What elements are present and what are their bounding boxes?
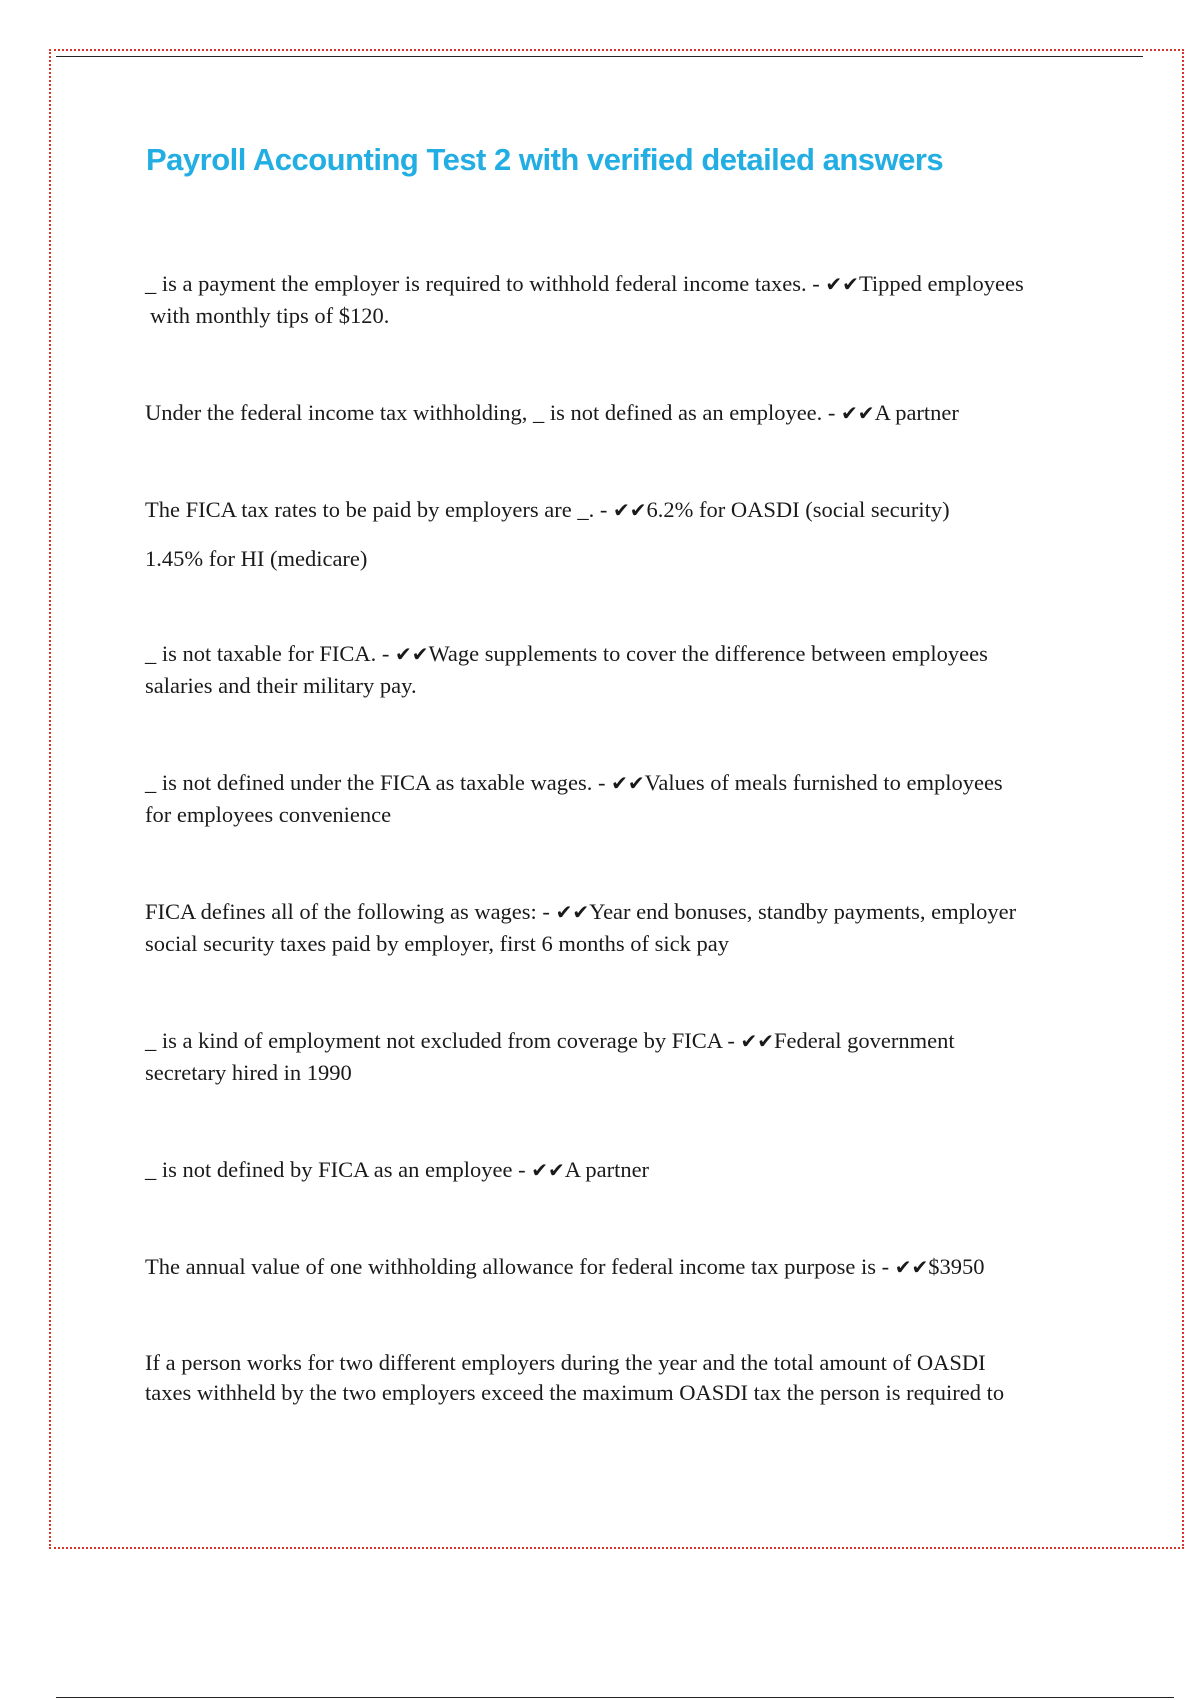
question-text: _ is a payment the employer is required to withhold federal income taxes. - [145, 271, 826, 296]
answer-text: Values of meals furnished to employees [644, 770, 1003, 795]
header-rule [56, 56, 1143, 57]
answer-continuation: social security taxes paid by employer, first 6 months of sick pay [145, 931, 729, 956]
answer-text: A partner [874, 400, 959, 425]
qa-line [145, 397, 959, 429]
answer-text: Year end bonuses, standby payments, employer [589, 899, 1017, 924]
question-text: _ is not defined under the FICA as taxable wages. - [145, 770, 612, 795]
answer-continuation: with monthly tips of $120. [150, 303, 390, 328]
qa-line [145, 1025, 955, 1057]
qa-line [145, 1154, 649, 1186]
answer-extra-line: 1.45% for HI (medicare) [145, 546, 368, 571]
checkmark-icon: ✔✔ [555, 900, 590, 924]
question-text: _ is a kind of employment not excluded from coverage by FICA - [145, 1028, 741, 1053]
question-text: _ is not defined by FICA as an employee - [145, 1157, 532, 1182]
answer-text: 6.2% for OASDI (social security) [646, 497, 950, 522]
answer-text: A partner [564, 1157, 650, 1182]
checkmark-icon: ✔✔ [841, 401, 875, 425]
answer-continuation: for employees convenience [145, 802, 392, 827]
qa-line [145, 268, 1024, 300]
checkmark-icon: ✔✔ [613, 498, 647, 522]
question-text: If a person works for two different employers during the year and the total amount of OASDI [145, 1350, 986, 1375]
qa-item [145, 1348, 1004, 1408]
question-text: FICA defines all of the following as wages: - [145, 899, 556, 924]
qa-line [145, 1251, 985, 1283]
footer-rule [56, 1697, 1174, 1698]
checkmark-icon: ✔✔ [611, 771, 645, 795]
qa-item [145, 1251, 985, 1283]
qa-line [145, 767, 1003, 799]
answer-continuation: secretary hired in 1990 [145, 1060, 352, 1085]
checkmark-icon: ✔✔ [825, 272, 859, 296]
answer-text: Wage supplements to cover the difference between employees [428, 641, 988, 666]
answer-continuation: salaries and their military pay. [145, 673, 417, 698]
question-text: Under the federal income tax withholding, _ is not defined as an employee. - [145, 400, 842, 425]
qa-item [145, 767, 1003, 831]
question-text: The annual value of one withholding allowance for federal income tax purpose is - [145, 1254, 895, 1279]
qa-item [145, 397, 959, 429]
qa-item [145, 1025, 955, 1089]
checkmark-icon: ✔✔ [531, 1158, 565, 1182]
qa-item [145, 268, 1024, 332]
qa-line [145, 638, 988, 670]
qa-line [145, 896, 1016, 928]
question-text: _ is not taxable for FICA. - [145, 641, 395, 666]
qa-item [145, 638, 988, 702]
qa-item [145, 1154, 649, 1186]
page-title: Payroll Accounting Test 2 with verified detailed answers [146, 142, 944, 177]
answer-text: $3950 [928, 1254, 985, 1279]
checkmark-icon: ✔✔ [894, 1255, 929, 1279]
checkmark-icon: ✔✔ [394, 642, 429, 666]
qa-line [145, 494, 950, 526]
checkmark-icon: ✔✔ [740, 1029, 775, 1053]
qa-item [145, 896, 1016, 960]
answer-text: Tipped employees [858, 271, 1024, 296]
qa-item [145, 494, 950, 575]
question-text: taxes withheld by the two employers exceed the maximum OASDI tax the person is required to [145, 1380, 1005, 1405]
question-text: The FICA tax rates to be paid by employers are _. - [145, 497, 613, 522]
answer-text: Federal government [774, 1028, 955, 1053]
